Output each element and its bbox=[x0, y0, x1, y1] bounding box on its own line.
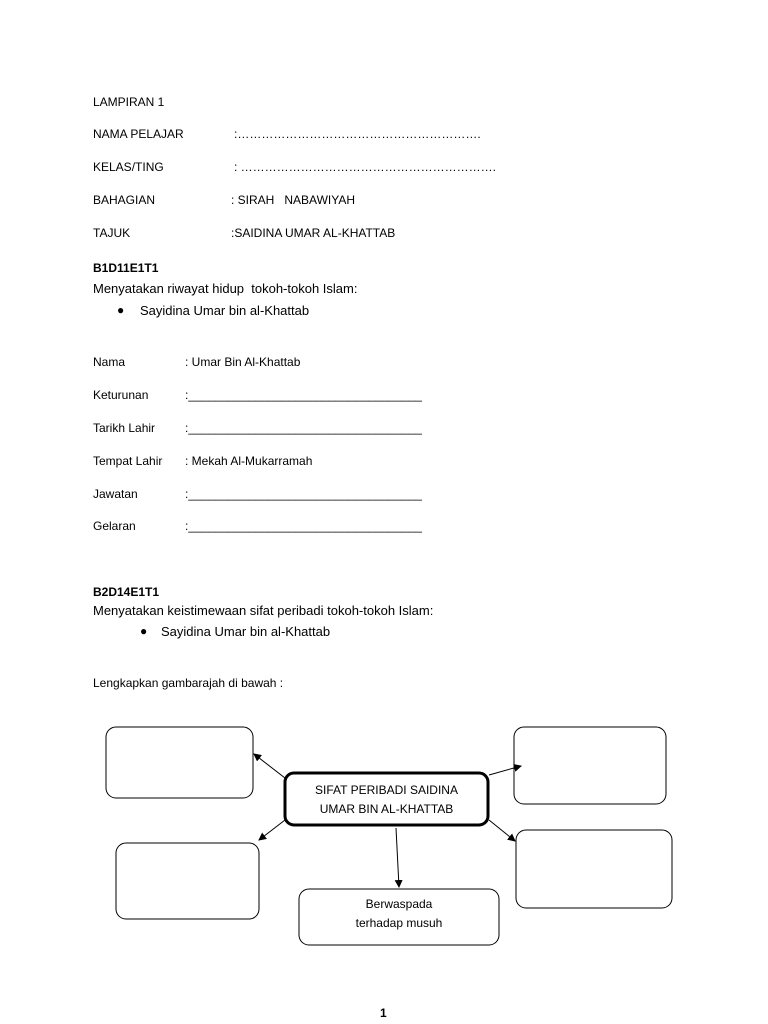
field-value-keturunan[interactable]: :___________________________________ bbox=[185, 388, 422, 402]
instruction-text: Lengkapkan gambarajah di bawah : bbox=[93, 676, 284, 690]
kelas-field[interactable]: : ………………………………………………………. bbox=[234, 160, 497, 174]
tajuk-value: :SAIDINA UMAR AL-KHATTAB bbox=[231, 226, 396, 240]
lampiran-heading: LAMPIRAN 1 bbox=[93, 95, 165, 109]
answer-box-middle-right[interactable] bbox=[516, 830, 672, 908]
center-box-text bbox=[285, 781, 488, 819]
nama-pelajar-label: NAMA PELAJAR bbox=[93, 127, 184, 141]
arrow-middle-right bbox=[489, 820, 515, 841]
field-label-nama: Nama bbox=[93, 355, 126, 369]
section2-code: B2D14E1T1 bbox=[93, 585, 160, 599]
bullet-icon: ● bbox=[140, 624, 148, 638]
answer-box-top-left[interactable] bbox=[106, 727, 253, 798]
field-label-keturunan: Keturunan bbox=[93, 388, 149, 402]
center-box-line1: SIFAT PERIBADI SAIDINA bbox=[315, 783, 458, 797]
field-label-jawatan: Jawatan bbox=[93, 487, 138, 501]
field-value-jawatan[interactable]: :___________________________________ bbox=[185, 487, 422, 501]
nama-pelajar-field[interactable]: :……………………………………………………. bbox=[234, 127, 481, 141]
field-value-nama: : Umar Bin Al-Khattab bbox=[185, 355, 301, 369]
field-label-gelaran: Gelaran bbox=[93, 519, 136, 533]
section1-description: Menyatakan riwayat hidup tokoh-tokoh Islam: bbox=[93, 281, 358, 296]
bottom-box-text bbox=[299, 895, 499, 933]
field-value-gelaran[interactable]: :___________________________________ bbox=[185, 519, 422, 533]
field-value-tempat-lahir: : Mekah Al-Mukarramah bbox=[185, 454, 313, 468]
bottom-box-line2: terhadap musuh bbox=[355, 916, 443, 930]
center-box-line2: UMAR BIN AL-KHATTAB bbox=[319, 802, 454, 816]
answer-box-top-right[interactable] bbox=[514, 727, 666, 804]
tajuk-label: TAJUK bbox=[93, 226, 131, 240]
field-value-tarikh-lahir[interactable]: :___________________________________ bbox=[185, 421, 422, 435]
arrow-bottom bbox=[396, 828, 399, 887]
section1-code: B1D11E1T1 bbox=[93, 261, 159, 275]
arrow-top-left bbox=[254, 754, 285, 778]
kelas-label: KELAS/TING bbox=[93, 160, 164, 174]
bahagian-value: : SIRAH NABAWIYAH bbox=[231, 193, 356, 207]
section2-bullet-text: Sayidina Umar bin al-Khattab bbox=[161, 624, 331, 639]
answer-box-middle-left[interactable] bbox=[116, 843, 259, 919]
arrow-middle-left bbox=[259, 820, 285, 840]
bahagian-label: BAHAGIAN bbox=[93, 193, 156, 207]
section2-description: Menyatakan keistimewaan sifat peribadi tokoh-tokoh Islam: bbox=[93, 603, 434, 618]
field-label-tarikh-lahir: Tarikh Lahir bbox=[93, 421, 156, 435]
field-label-tempat-lahir: Tempat Lahir bbox=[93, 454, 163, 468]
bullet-icon: ● bbox=[117, 303, 125, 317]
section1-bullet-text: Sayidina Umar bin al-Khattab bbox=[140, 303, 310, 318]
page-number: 1 bbox=[380, 1006, 387, 1020]
bottom-box-line1: Berwaspada bbox=[365, 897, 433, 911]
